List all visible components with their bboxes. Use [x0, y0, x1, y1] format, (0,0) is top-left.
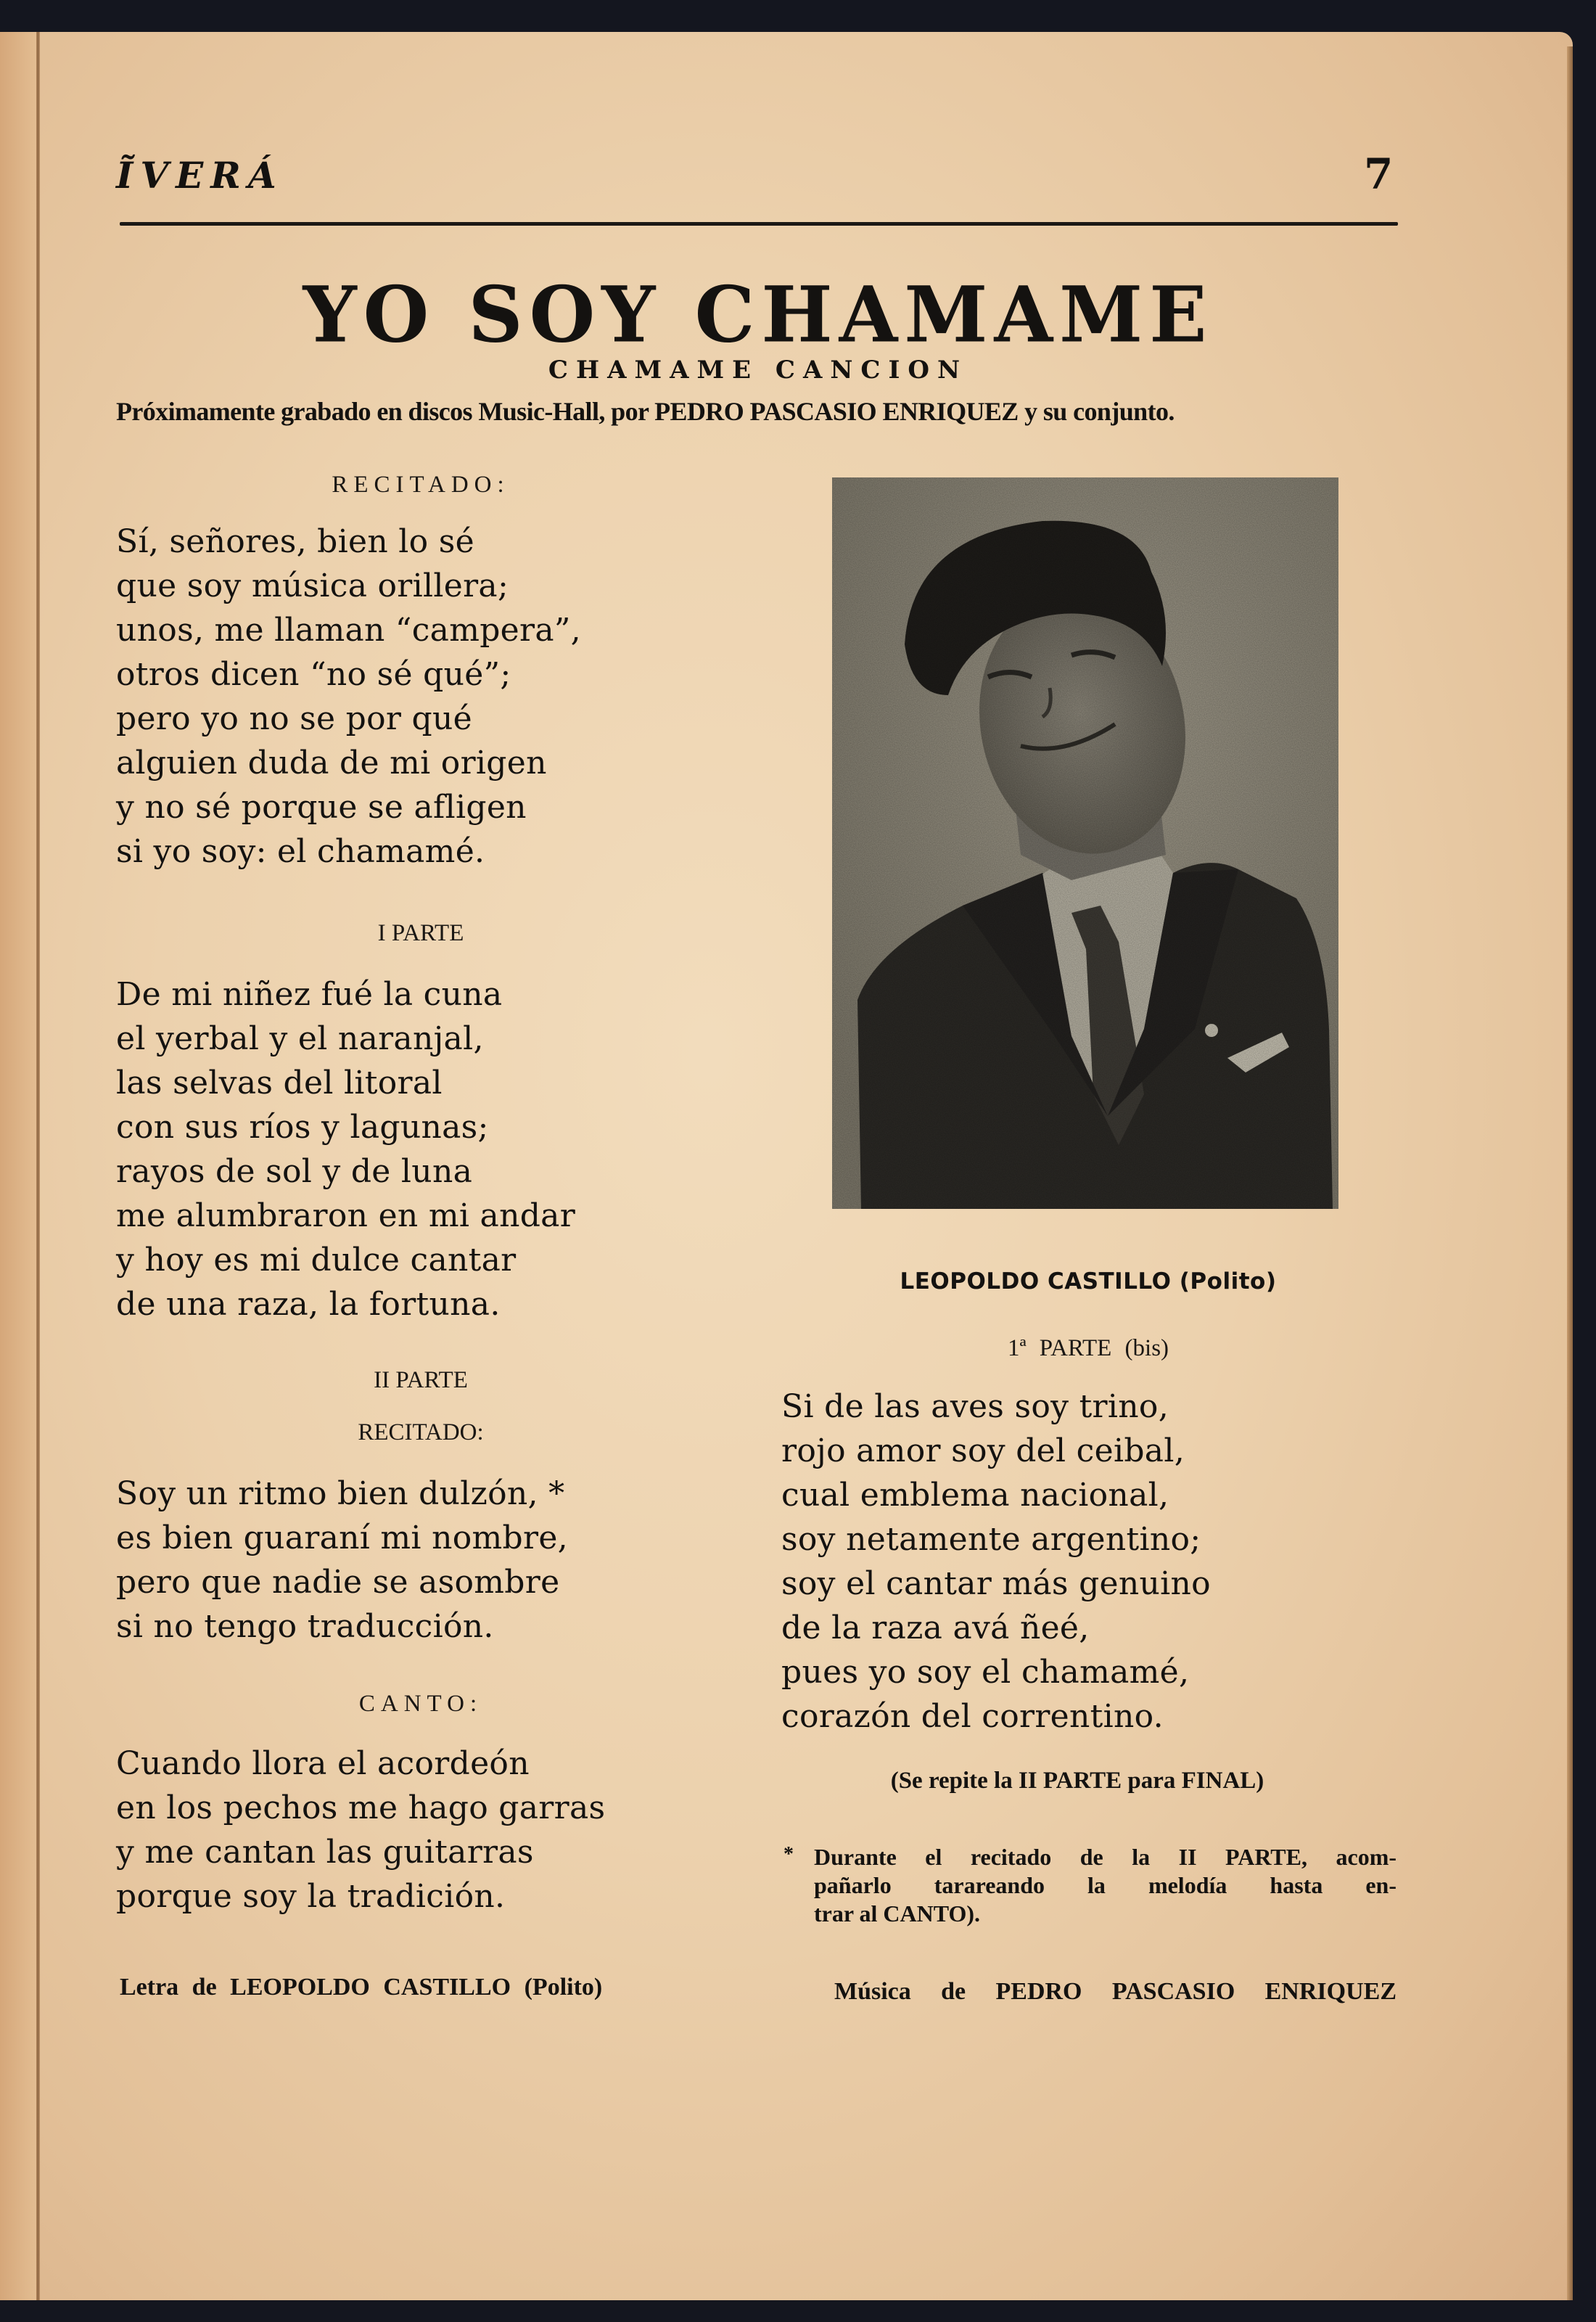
verse-line: y hoy es mi dulce cantar — [116, 1242, 517, 1279]
music-credit: Música de PEDRO PASCASIO ENRIQUEZ — [834, 1978, 1396, 2005]
page-right-edge — [1567, 46, 1573, 2300]
verse-line: Sí, señores, bien lo sé — [116, 523, 474, 560]
verse-line: rayos de sol y de luna — [116, 1153, 473, 1190]
verse-line: las selvas del litoral — [116, 1064, 443, 1101]
parte-1-bis-verse — [781, 1384, 1211, 1739]
verse-line: pues yo soy el chamamé, — [781, 1654, 1190, 1691]
verse-line: el yerbal y el naranjal, — [116, 1020, 484, 1057]
verse-line: con sus ríos y lagunas; — [116, 1109, 489, 1146]
verse-line: soy netamente argentino; — [781, 1521, 1201, 1558]
running-title: ĨVERÁ — [116, 154, 284, 197]
canto-label: CANTO: — [358, 1691, 483, 1717]
footnote-line: pañarlo tarareando la melodía hasta en- — [814, 1872, 1396, 1898]
recitado-verse — [116, 520, 581, 874]
canto-verse — [116, 1742, 605, 1919]
verse-line: de la raza avá ñeé, — [781, 1609, 1090, 1646]
verse-line: me alumbraron en mi andar — [116, 1197, 576, 1234]
parte-1-verse — [116, 972, 575, 1326]
recitado-label: RECITADO: — [332, 472, 510, 498]
song-genre: CHAMAME CANCION — [548, 356, 968, 385]
photo-caption: LEOPOLDO CASTILLO (Polito) — [900, 1268, 1277, 1295]
footnote — [783, 1843, 1396, 1928]
verse-line: Si de las aves soy trino, — [781, 1388, 1169, 1425]
verse-line: si no tengo traducción. — [116, 1608, 494, 1645]
verse-line: que soy música orillera; — [116, 567, 509, 604]
verse-line: corazón del correntino. — [781, 1698, 1164, 1735]
song-title: YO SOY CHAMAME — [303, 268, 1214, 361]
parte-1-bis-label: 1ª PARTE (bis) — [1007, 1335, 1169, 1361]
recording-note: Próximamente grabado en discos Music-Hall, por PEDRO PASCASIO ENRIQUEZ y su conjunto. — [116, 397, 1175, 426]
parte-1-label: I PARTE — [377, 920, 464, 946]
page-number: 7 — [1364, 149, 1394, 199]
portrait-illustration — [832, 477, 1338, 1209]
parte-2-recitado-label: RECITADO: — [358, 1419, 484, 1445]
verse-line: en los pechos me hago garras — [116, 1789, 606, 1826]
footnote-line: Durante el recitado de la II PARTE, acom- — [814, 1844, 1396, 1870]
verse-line: rojo amor soy del ceibal, — [781, 1432, 1185, 1469]
verse-line: pero que nadie se asombre — [116, 1564, 560, 1601]
verse-line: cual emblema nacional, — [781, 1477, 1169, 1514]
verse-line: soy el cantar más genuino — [781, 1565, 1211, 1602]
verse-line: otros dicen “no sé qué”; — [116, 656, 511, 693]
verse-line: porque soy la tradición. — [116, 1878, 506, 1915]
parte-2-label: II PARTE — [374, 1367, 468, 1393]
verse-line: si yo soy: el chamamé. — [116, 833, 485, 870]
verse-line: y me cantan las guitarras — [116, 1834, 534, 1871]
verse-line: alguien duda de mi origen — [116, 744, 547, 781]
footnote-line: trar al CANTO). — [814, 1900, 981, 1927]
verse-line: pero yo no se por qué — [116, 700, 472, 737]
verse-line: Cuando llora el acordeón — [116, 1745, 530, 1782]
parte-2-verse — [116, 1472, 568, 1649]
verse-line: De mi niñez fué la cuna — [116, 976, 503, 1013]
verse-line: y no sé porque se afligen — [116, 789, 527, 826]
verse-line: de una raza, la fortuna. — [116, 1286, 501, 1323]
verse-line: Soy un ritmo bien dulzón, * — [116, 1475, 565, 1512]
repeat-instruction: (Se repite la II PARTE para FINAL) — [890, 1768, 1264, 1794]
lyrics-credit: Letra de LEOPOLDO CASTILLO (Polito) — [120, 1974, 603, 2001]
asterisk-mark: * — [783, 1843, 794, 1866]
verse-line: es bien guaraní mi nombre, — [116, 1519, 568, 1556]
halftone-grain — [832, 477, 1338, 1209]
portrait-photo — [832, 477, 1338, 1209]
verse-line: unos, me llaman “campera”, — [116, 612, 581, 649]
header-rule — [120, 222, 1398, 226]
